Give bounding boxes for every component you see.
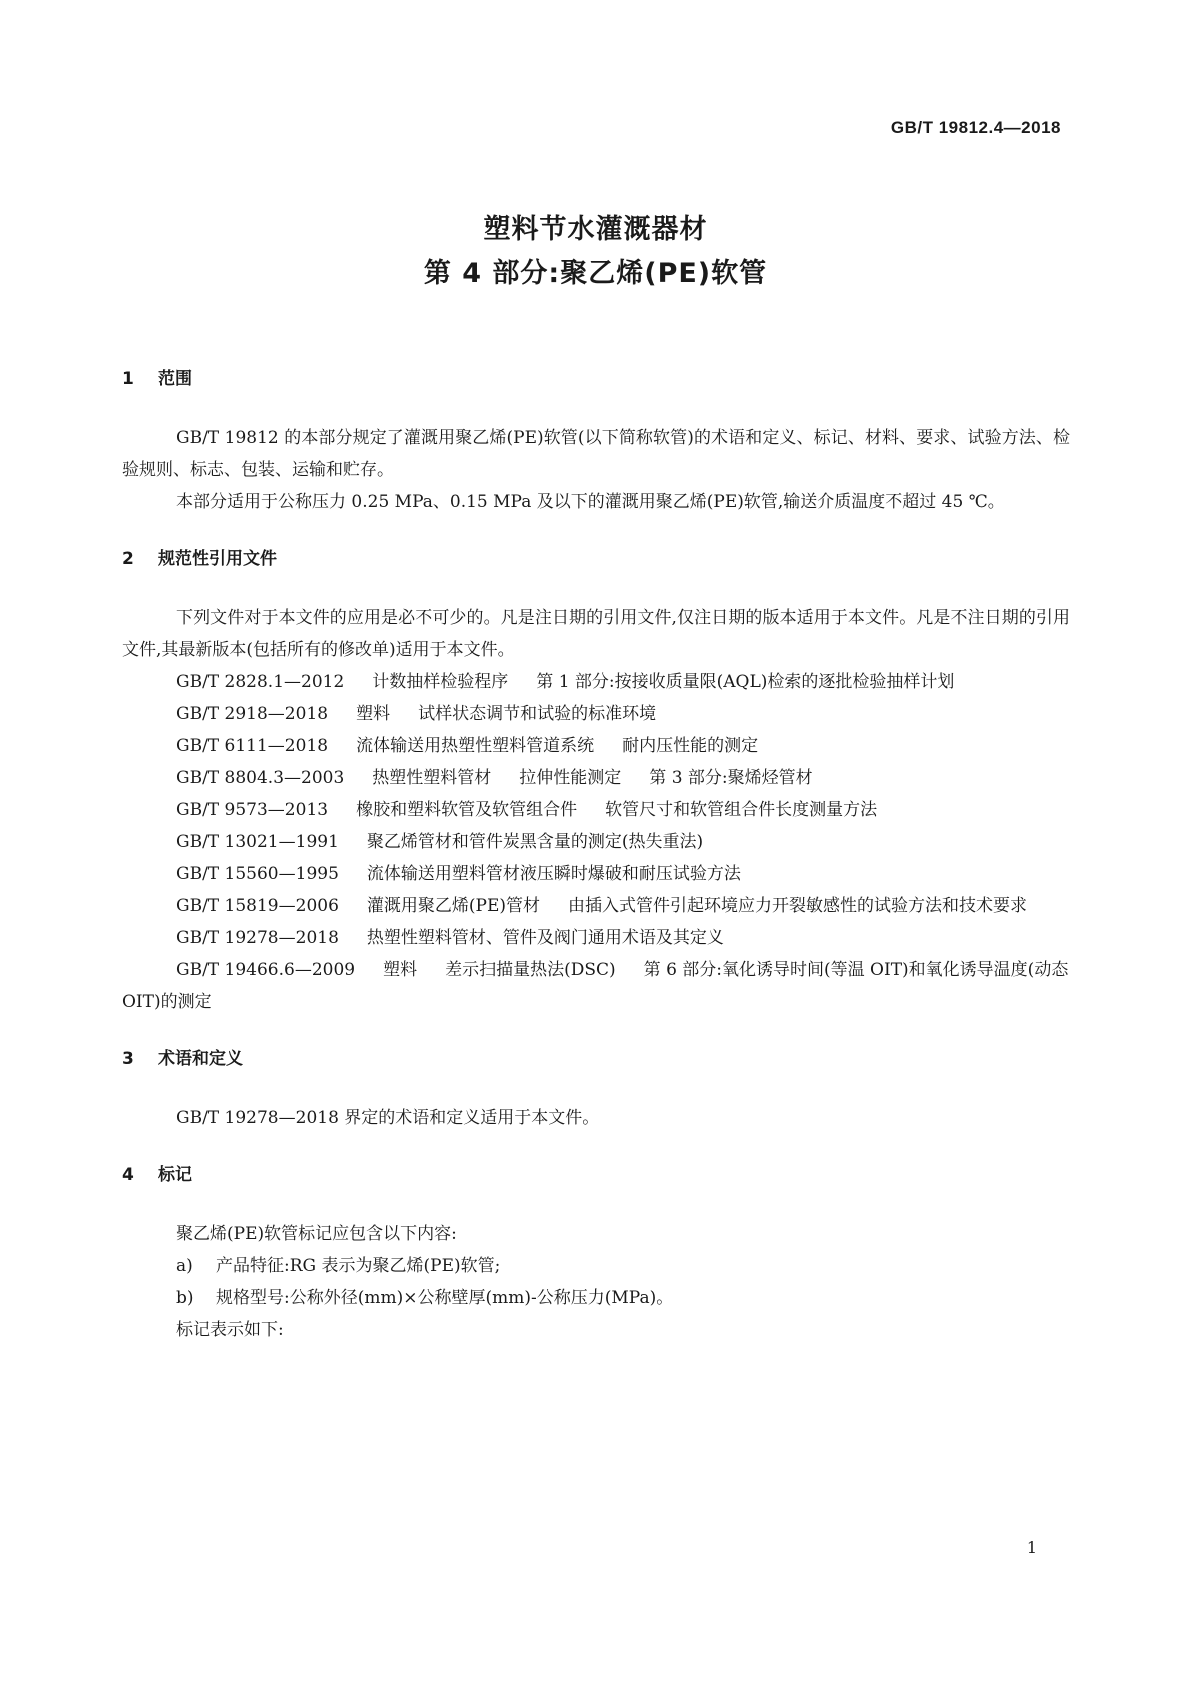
section-normative-references <box>122 544 1070 1018</box>
page-number: 1 <box>1026 1538 1037 1557</box>
document-title <box>0 208 1191 296</box>
paragraph: 本部分适用于公称压力 0.25 MPa、0.15 MPa 及以下的灌溉用聚乙烯(PE)软管,输送介质温度不超过 45 ℃。 <box>176 492 1005 512</box>
reference-title: 聚乙烯管材和管件炭黑含量的测定(热失重法) <box>366 832 704 852</box>
paragraph: GB/T 19812 的本部分规定了灌溉用聚乙烯(PE)软管(以下简称软管)的术语和定义、标记、材料、要求、试验方法、检验规则、标志、包装、运输和贮存。 <box>122 428 1070 480</box>
reference-item <box>122 826 1070 858</box>
section-title: 术语和定义 <box>158 1049 243 1069</box>
reference-code: GB/T 13021—1991 <box>176 832 339 852</box>
section-title: 标记 <box>158 1165 192 1185</box>
section-title: 范围 <box>158 369 192 389</box>
reference-code: GB/T 15560—1995 <box>176 864 339 884</box>
reference-code: GB/T 8804.3—2003 <box>176 768 345 788</box>
reference-code: GB/T 2918—2018 <box>176 704 329 724</box>
section-number: 2 <box>122 549 134 569</box>
reference-item <box>122 730 1070 762</box>
reference-subtitle: 软管尺寸和软管组合件长度测量方法 <box>605 800 878 820</box>
section-scope <box>122 364 1070 518</box>
reference-code: GB/T 9573—2013 <box>176 800 329 820</box>
reference-item <box>122 698 1070 730</box>
reference-subtitle: 差示扫描量热法(DSC) <box>445 960 616 980</box>
list-item-text: 规格型号:公称外径(mm)×公称壁厚(mm)-公称压力(MPa)。 <box>216 1288 674 1308</box>
paragraph: GB/T 19278—2018 界定的术语和定义适用于本文件。 <box>176 1108 600 1128</box>
reference-title: 灌溉用聚乙烯(PE)管材 <box>366 896 541 916</box>
section-number: 3 <box>122 1049 134 1069</box>
reference-code: GB/T 15819—2006 <box>176 896 339 916</box>
section-title: 规范性引用文件 <box>158 549 277 569</box>
list-item-text: 产品特征:RG 表示为聚乙烯(PE)软管; <box>216 1256 501 1276</box>
list-marker: a) <box>176 1256 193 1276</box>
section-heading <box>122 1044 1070 1074</box>
section-heading <box>122 364 1070 394</box>
reference-item <box>122 922 1070 954</box>
reference-subtitle: 拉伸性能测定 <box>519 768 622 788</box>
reference-subtitle: 试样状态调节和试验的标准环境 <box>418 704 657 724</box>
paragraph: 下列文件对于本文件的应用是必不可少的。凡是注日期的引用文件,仅注日期的版本适用于本文件。凡是不注日期的引用文件,其最新版本(包括所有的修改单)适用于本文件。 <box>122 608 1070 660</box>
reference-title: 计数抽样检验程序 <box>372 672 509 692</box>
reference-title: 流体输送用热塑性塑料管道系统 <box>356 736 595 756</box>
reference-item <box>122 762 1070 794</box>
reference-item <box>122 794 1070 826</box>
reference-title: 热塑性塑料管材、管件及阀门通用术语及其定义 <box>366 928 724 948</box>
reference-subtitle: 由插入式管件引起环境应力开裂敏感性的试验方法和技术要求 <box>568 896 1028 916</box>
reference-part: 第 6 部分:氧化诱导时间(等温 OIT)和氧化诱导温度(动态 OIT)的测定 <box>122 960 1069 1012</box>
reference-subtitle: 第 1 部分:按接收质量限(AQL)检索的逐批检验抽样计划 <box>536 672 955 692</box>
list-marker: b) <box>176 1288 194 1308</box>
standard-code: GB/T 19812.4—2018 <box>890 118 1061 137</box>
reference-item <box>122 666 1070 698</box>
section-number: 4 <box>122 1165 134 1185</box>
reference-title: 流体输送用塑料管材液压瞬时爆破和耐压试验方法 <box>366 864 741 884</box>
section-number: 1 <box>122 369 134 389</box>
reference-item <box>122 890 1070 922</box>
reference-title: 塑料 <box>383 960 418 980</box>
reference-item <box>122 954 1070 1018</box>
reference-title: 橡胶和塑料软管及软管组合件 <box>356 800 578 820</box>
document-body <box>122 364 1070 1372</box>
reference-subtitle: 耐内压性能的测定 <box>622 736 759 756</box>
section-heading <box>122 1160 1070 1190</box>
section-heading <box>122 544 1070 574</box>
paragraph: 标记表示如下: <box>176 1320 284 1340</box>
reference-item <box>122 858 1070 890</box>
section-terms-definitions <box>122 1044 1070 1134</box>
list-item <box>122 1282 1070 1314</box>
list-item <box>122 1250 1070 1282</box>
section-marking <box>122 1160 1070 1346</box>
reference-code: GB/T 19466.6—2009 <box>176 960 356 980</box>
reference-code: GB/T 19278—2018 <box>176 928 339 948</box>
reference-code: GB/T 2828.1—2012 <box>176 672 345 692</box>
reference-title: 塑料 <box>356 704 391 724</box>
paragraph: 聚乙烯(PE)软管标记应包含以下内容: <box>176 1224 457 1244</box>
reference-title: 热塑性塑料管材 <box>372 768 492 788</box>
title-line-2: 第 4 部分:聚乙烯(PE)软管 <box>423 258 768 289</box>
title-line-1: 塑料节水灌溉器材 <box>483 214 708 245</box>
reference-part: 第 3 部分:聚烯烃管材 <box>649 768 813 788</box>
reference-code: GB/T 6111—2018 <box>176 736 329 756</box>
